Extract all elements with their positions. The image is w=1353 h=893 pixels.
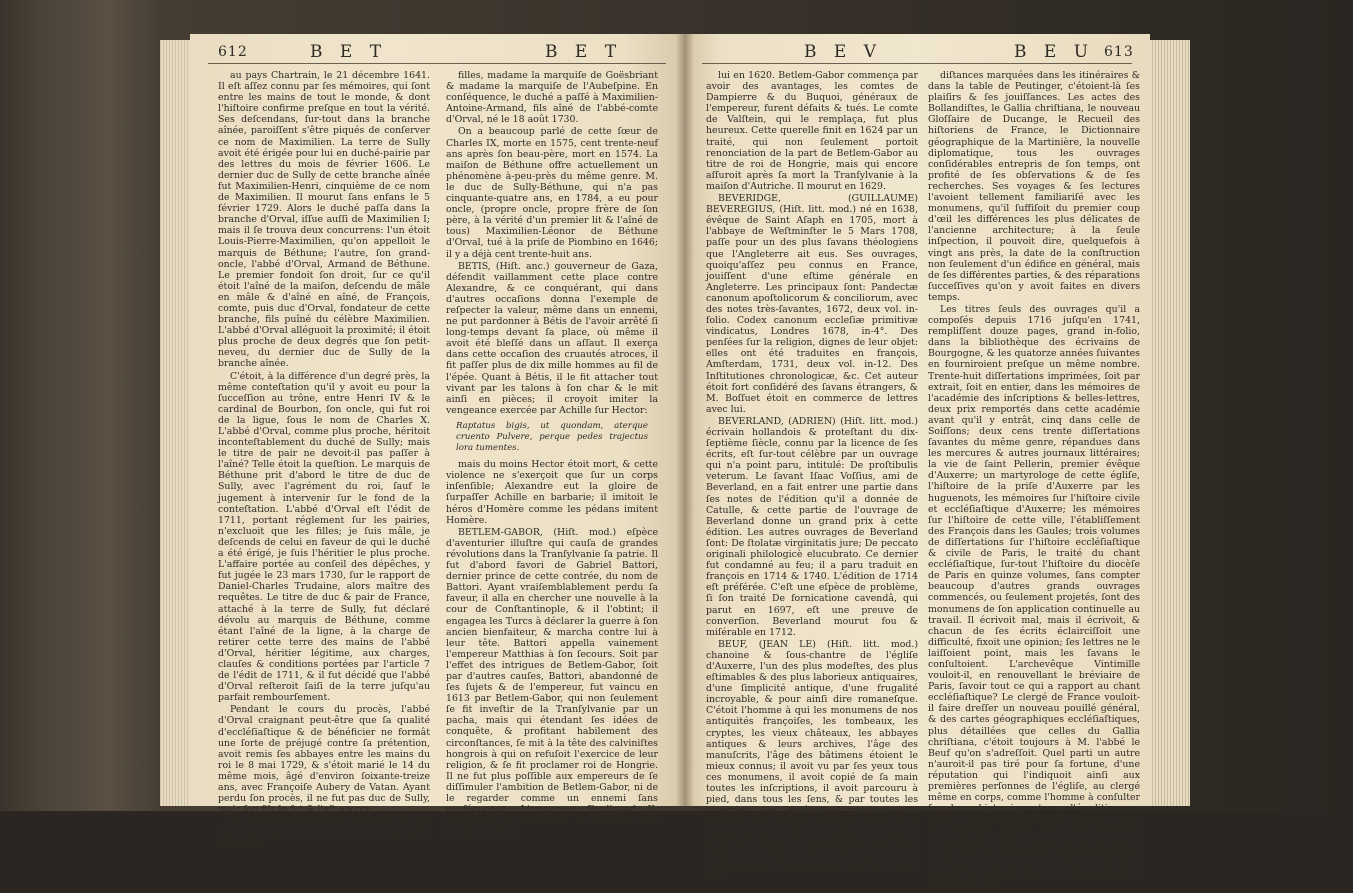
paragraph: Le marquis de Béthune, déclaré duc de Sully par l'arrêt du 23 mars 1730, ne laiſſa que deux [218, 816, 430, 850]
right-column-2 [928, 70, 1140, 893]
paragraph: diſtances marquées dans les itinéraires & dans la table de Peutinger, c'étoient-là ſes plaiſirs & ſes jouiſſances. Les actes des Bollandiſtes, le Gallia chriſtiana, le nouveau Gloſſaire de Ducange, le Recueil des hiſtoriens de France, le Dictionnaire géographique de la Martinière, la nouvelle diplomatique, tous les ouvrages conſidérables entrepris de ſon temps, ont profité de ſes obſervations & de ſes recherches. Ses voyages & ſes lectures l'avoient tellement familiariſé avec les monumens, qu'il ſuffiſoit du premier coup d'œil les différences les plus délicates de l'ancienne architecture; à la ſeule inſpection, il pouvoit dire, quelquefois à vingt ans près, la date de la conſtruction non ſeulement d'un édifice en général, mais de ſes différentes parties, & des réparations ſucceſſives qu'on y avoit faites en divers temps. [928, 70, 1140, 303]
paragraph: On a beaucoup parlé de cette ſœur de Charles IX, morte en 1575, cent trente-neuf ans après ſon beau-père, mort en 1574. La maiſon de Béthune offre actuellement un phénomène à-peu-près du même genre. M. le duc de Sully-Béthune, qui n'a pas cinquante-quatre ans, en 1784, a eu pour oncle, (propre oncle, propre frère de ſon père, à la vérité d'un premier lit & l'aîné de tous) Maximilien-Léonor de Béthune d'Orval, tué à la priſe de Piombino en 1646; il y a déjà cent trente-huit ans. [446, 126, 658, 260]
paragraph: mais du moins Hector étoit mort, & cette violence ne s'exerçoit que ſur un corps inſenſible; Alexandre eut la gloire de ſurpaſſer Achille en barbarie; il imitoit le héros d'Homère comme les pédans imitent Homère. [446, 459, 658, 526]
right-page [684, 34, 1150, 892]
left-page [190, 34, 684, 850]
left-page-number: 612 [218, 44, 248, 60]
paragraph: BETLEM-GABOR, (Hiſt. mod.) eſpèce d'aventurier illuſtre qui cauſa de grandes révolutions dans la Tranſylvanie ſa patrie. Il fut d'abord favori de Gabriel Battori, dernier prince de cette contrée, du nom de Battori. Ayant vraiſemblablement perdu ſa faveur, il alla en chercher une nouvelle à la cour de Conſtantinople, & il l'obtint; il engagea les Turcs à déclarer la guerre à ſon ancien bienfaiteur, & marcha contre lui à leur tête. Battori appella vainement l'empereur Matthias à ſon ſecours. Soit par l'effet des intrigues de Betlem-Gabor, ſoit par d'autres cauſes, Battori, abandonné de ſes ſujets & de l'empereur, fut vaincu en 1613 par Betlem-Gabor, qui non ſeulement ſe fit inveſtir de la Tranſylvanie par un pacha, mais qui étendant ſes idées de conquête, & profitant habilement des circonſtances, ſe mit à la tête des calviniſtes hongrois à qui on refuſoit l'exercice de leur religion, & ſe fit proclamer roi de Hongrie. Il ne fut plus poſſible aux empereurs de ſe diſſimuler l'ambition de Betlem-Gabor, ni de le regarder comme un ennemi ſans conſéquence. L'empereur Ferdinand II, ſucceſſeur de Matthias, fit marcher des troupes contre [446, 526, 658, 838]
header-rule [702, 63, 1132, 64]
right-header-word-right: B E U [1014, 42, 1095, 62]
paragraph: Les titres ſeuls des ouvrages qu'il a compoſés depuis 1716 juſqu'en 1741, rempliſſent douze pages, grand in-folio, dans la bibliothèque des écrivains de Bourgogne, & les quatorze années ſuivantes en fourniroient preſque un même nombre. Trente-huit diſſertations imprimées, ſoit par extrait, ſoit en entier, dans les mémoires de l'académie des inſcriptions & belles-lettres, deux prix remportés dans cette académie avant qu'il y entrât, cinq dans celle de Soiſſons; deux cens trente diſſertations ſavantes du même genre, répandues dans les mercures & autres journaux littéraires; la vie de ſaint Pellerin, premier évêque d'Auxerre; un martyrologe de cette égliſe, l'hiſtoire de la priſe d'Auxerre par les huguenots, les mémoires ſur l'hiſtoire civile et eccléſiaſtique d'Auxerre; les mémoires ſur l'hiſtoire de cette ville, l'établiſſement des François dans les Gaules; trois volumes de diſſertations ſur l'hiſtoire eccléſiaſtique & civile de Paris, le traité du chant eccléſiaſtique, ſur-tout l'hiſtoire du diocèſe de Paris en quinze volumes, ſans compter beaucoup d'autres grands ouvrages commencés, ou ſeulement projetés, ſont des monumens de ſon application continuelle au travail. Il écrivoit mal, mais il écrivoit, & chacun de ſes écrits éclairciſſoit une difficulté, fixoit une opinion; ſes lettres ne le laiſſoient point, mais les ſavans le conſultoient. L'archevêque Vintimille vouloit-il, en renouvellant le bréviaire de Paris, ſavoir tout ce qui a rapport au chant eccléſiaſtique? Le clergé de France vouloit-il faire dreſſer un nouveau pouillé général, & des cartes géographiques eccléſiaſtiques, plus détaillées que celles du Gallia chriſtiana, c'étoit toujours à M. l'abbé le Beuf qu'on s'adreſſoit. Quel parti un autre n'auroit-il pas tiré pour ſa fortune, d'une réputation qui l'indiquoit ainſi aux premières perſonnes de l'égliſe, au clergé même en corps, comme l'homme à conſulter ſur les objets importans d'érudition ou même d'économie politique? l'abbé le Beuf ne demanda jamais rien, ſon canonicat d'Auxerre lui ſuffit, & quand il fut parvenu à la penſion de l'académie des belles-lettres, il réſigna ce canonicat à ſon frère. Il fut bien étonné de recevoir de M. le cardinal de la Rochefoucauld [928, 303, 1140, 892]
left-page-edges [160, 40, 190, 806]
paragraph: BETIS, (Hiſt. anc.) gouverneur de Gaza, défendit vaillamment cette place contre Alexandre, & ce conquérant, qui dans d'autres occaſions donna l'exemple de reſpecter la valeur, même dans un ennemi, ne put pardonner à Bétis de l'avoir arrêté ſi long-temps devant ſa place, où même il avoit été bleſſé dans un aſſaut. Il exerça dans cette occaſion des cruautés atroces, il fit paſſer plus de dix mille hommes au fil de l'épée. Quant à Bétis, il le fit attacher tout vivant par les talons à ſon char & le mit ainſi en pièces; il croyoit imiter la vengeance exercée par Achille ſur Hector: [446, 260, 658, 416]
left-column-1 [218, 70, 430, 851]
right-header-word-left: B E V [804, 42, 882, 62]
paragraph: C'étoit, à la différence d'un degré près, la même conteſtation qu'il y avoit eu pour la ſucceſſion au trône, entre Henri IV & le cardinal de Bourbon, ſon oncle, qui fut roi de la ligue, ſous le nom de Charles X. L'abbé d'Orval, comme plus proche, héritoit inconteſtablement du duché de Sully; mais le titre de pair ne devoit-il pas paſſer à l'aîné? Telle étoit la queſtion. Le marquis de Béthune prit d'abord le titre de duc de Sully, avec l'agrément du roi, ſauf le jugement à intervenir ſur le fond de la conteſtation. L'abbé d'Orval eſt l'édit de 1711, portant réglement ſur les pairies, n'excluoit que les filles; je ſuis mâle, je deſcends de celui en faveur de qui le duché a été érigé, je ſuis l'héritier le plus proche. L'affaire portée au conſeil des dépêches, y fut jugée le 23 mars 1730, ſur le rapport de Daniel-Charles Trudaine, alors maître des requêtes. Le titre de duc & pair de France, attaché à la terre de Sully, fut déclaré dévolu au marquis de Béthune, comme étant l'aîné de la ligne, à la charge de retirer cette terre des mains de l'abbé d'Orval, héritier légitime, aux charges, clauſes & conditions portées par l'article 7 de l'édit de 1711, & il fut décidé que l'abbé d'Orval reſteroit ſaiſi de la terre juſqu'au parfait rembourſement. [218, 370, 430, 704]
paragraph: filles, madame la marquiſe de Goësbriant & madame la marquiſe de l'Aubeſpine. En conſéquence, le duché a paſſé à Maximilien-Antoine-Armand, fils aîné de l'abbé-comte d'Orval, né le 18 août 1730. [446, 70, 658, 126]
paragraph: BEVERIDGE, (GUILLAUME) BEVEREGIUS, (Hiſt. litt. mod.) né en 1638, évêque de Saint Aſaph en 1705, mort à l'abbaye de Weſtminſter le 5 Mars 1708, paſſe pour un des plus ſavans théologiens que l'Angleterre ait eus. Ses ouvrages, quoiqu'aſſez peu connus en France, jouiſſent d'une eſtime générale en Angleterre. Les principaux ſont: Pandectæ canonum apoſtolicorum & conciliorum, avec des notes très-ſavantes, 1672, deux vol. in-folio. Codex canonum eccleſiæ primitivæ vindicatus, Londres 1678, in-4°. Des penſées ſur la religion, dignes de leur objet: elles ont été traduites en françois, Amſterdam, 1731, deux vol. in-12. Des Inſtitutiones chronologicæ, &c. Cet auteur étoit fort conſidéré des ſavans étrangers, & M. Boſſuet étoit en commerce de lettres avec lui. [706, 193, 918, 415]
right-page-edges [1150, 40, 1190, 806]
left-header-word-left: B E T [310, 42, 388, 62]
left-header-word-right: B E T [545, 42, 623, 62]
right-page-number: 613 [1104, 44, 1134, 60]
header-rule [208, 63, 666, 64]
paragraph: lui en 1620. Betlem-Gabor commença par avoir des avantages, les comtes de Dampierre & du Buquoi, généraux de l'empereur, furent défaits & tués. Le comte de Valſtein, qui le remplaça, fut plus heureux. Cette querelle finit en 1624 par un traité, qui non ſeulement portoit renonciation de la part de Betlem-Gabor au titre de roi de Hongrie, mais qui encore aſſuroit après ſa mort la Tranſylvanie à la maiſon d'Autriche. Il mourut en 1629. [706, 70, 918, 192]
latin-quotation: Raptatus bigis, ut quondam, aterque cruento Pulvere, perque pedes trajectus lora tumentes. [456, 420, 648, 454]
paragraph: au pays Chartrain, le 21 décembre 1641. Il eſt aſſez connu par ſes mémoires, qui ſont entre les mains de tout le monde, & dont l'hiſtoire confirme preſque en tout la vérité. Ses deſcendans, ſur-tout dans la branche aînée, paroiſſent s'être piqués de conſerver ce nom de Maximilien. La terre de Sully avoit été érigée pour lui en duché-pairie par des lettres du mois de février 1606. Le dernier duc de Sully de cette branche aînée fut Maximilien-Henri, cinquième de ce nom de Maximilien. Il mourut ſans enfans le 5 février 1729. Alors le duché paſſa dans la branche d'Orval, iſſue auſſi de Maximilien I; mais il ſe trouva deux concurrens: l'un étoit Louis-Pierre-Maximilien, qu'on appelloit le marquis de Béthune; l'autre, ſon grand-oncle, l'abbé d'Orval, Armand de Béthune. Le premier fondoit ſon droit, ſur ce qu'il étoit l'aîné de la maiſon, deſcendu de mâle en mâle & d'aîné en aîné, de François, comte, puis duc d'Orval, fondateur de cette branche, fils puîné du célèbre Maximilien. L'abbé d'Orval alléguoit la proximité; il étoit plus proche de deux degrés que ſon petit-neveu, du dernier duc de Sully de la branche aînée. [218, 70, 430, 370]
paragraph: Pendant le cours du procès, l'abbé d'Orval craignant peut-être que ſa qualité d'eccléſiaſtique & de bénéficier ne formât une ſorte de préjugé contre ſa prétention, avoit remis ſes abbayes entre les mains du roi le 8 mai 1729, & s'étoit marié le 14 du même mois, âgé d'environ ſoixante-treize ans, avec Françoiſe Aubery de Vatan. Ayant perdu ſon procès, il ne fut pas duc de Sully, mais ſon fils le fut & l'eſt encore. [218, 704, 430, 816]
right-column-1 [706, 70, 918, 884]
left-column-2 [446, 70, 658, 838]
paragraph: BEUF, (JEAN LE) (Hiſt. litt. mod.) chanoine & ſous-chantre de l'égliſe d'Auxerre, l'un des plus modeſtes, des plus eſtimables & des plus laborieux antiquaires, d'une ſimplicité antique, d'une frugalité incroyable, & pour ainſi dire romaneſque. C'étoit l'homme à qui les monumens de nos antiquités françoiſes, les tombeaux, les cryptes, les vieux châteaux, les abbayes antiques & leurs archives, l'âge des manuſcrits, l'âge des bâtimens étoient le mieux connus; il avoit vu par ſes yeux tous ces monumens, il avoit copié de ſa main toutes les inſcriptions, il avoit parcouru à pied, dans tous les ſens, & par toutes les traverſes, les différentes provinces du royaume, portant par-tout l'inſtruction, & ſe faiſant de tout une inſtruction qui n'étoit qu'à ſon uſage; la découverte d'un fait, d'une date, d'une poſition géographique, la vérification ou la correction faite ſur le lieu, des [706, 638, 918, 883]
paragraph: BEVERLAND, (ADRIEN) (Hiſt. litt. mod.) écrivain hollandois & proteſtant du dix-ſeptième ſiècle, connu par la licence de ſes écrits, eſt ſur-tout célèbre par un ouvrage qui n'a point paru, intitulé: De proſtibulis veterum. Le ſavant Iſaac Voſſius, ami de Beverland, en a fait entrer une partie dans ſes notes de l'édition qu'il a donnée de Catulle, & cette partie de l'ouvrage de Beverland donne un grand prix à cette édition. Les autres ouvrages de Beverland ſont: De ſtolatæ virginitatis jure; De peccato originali philologicè elucubrato. Ce dernier fut condamné au feu; il a paru traduit en françois en 1714 & 1740. L'édition de 1714 eſt préférée. C'eſt une eſpèce de problème, ſi ſon traité De fornicatione cavendâ, qui parut en 1697, eſt une preuve de converſion. Beverland mourut fou & miſérable en 1712. [706, 415, 918, 638]
book-gutter [676, 34, 694, 806]
